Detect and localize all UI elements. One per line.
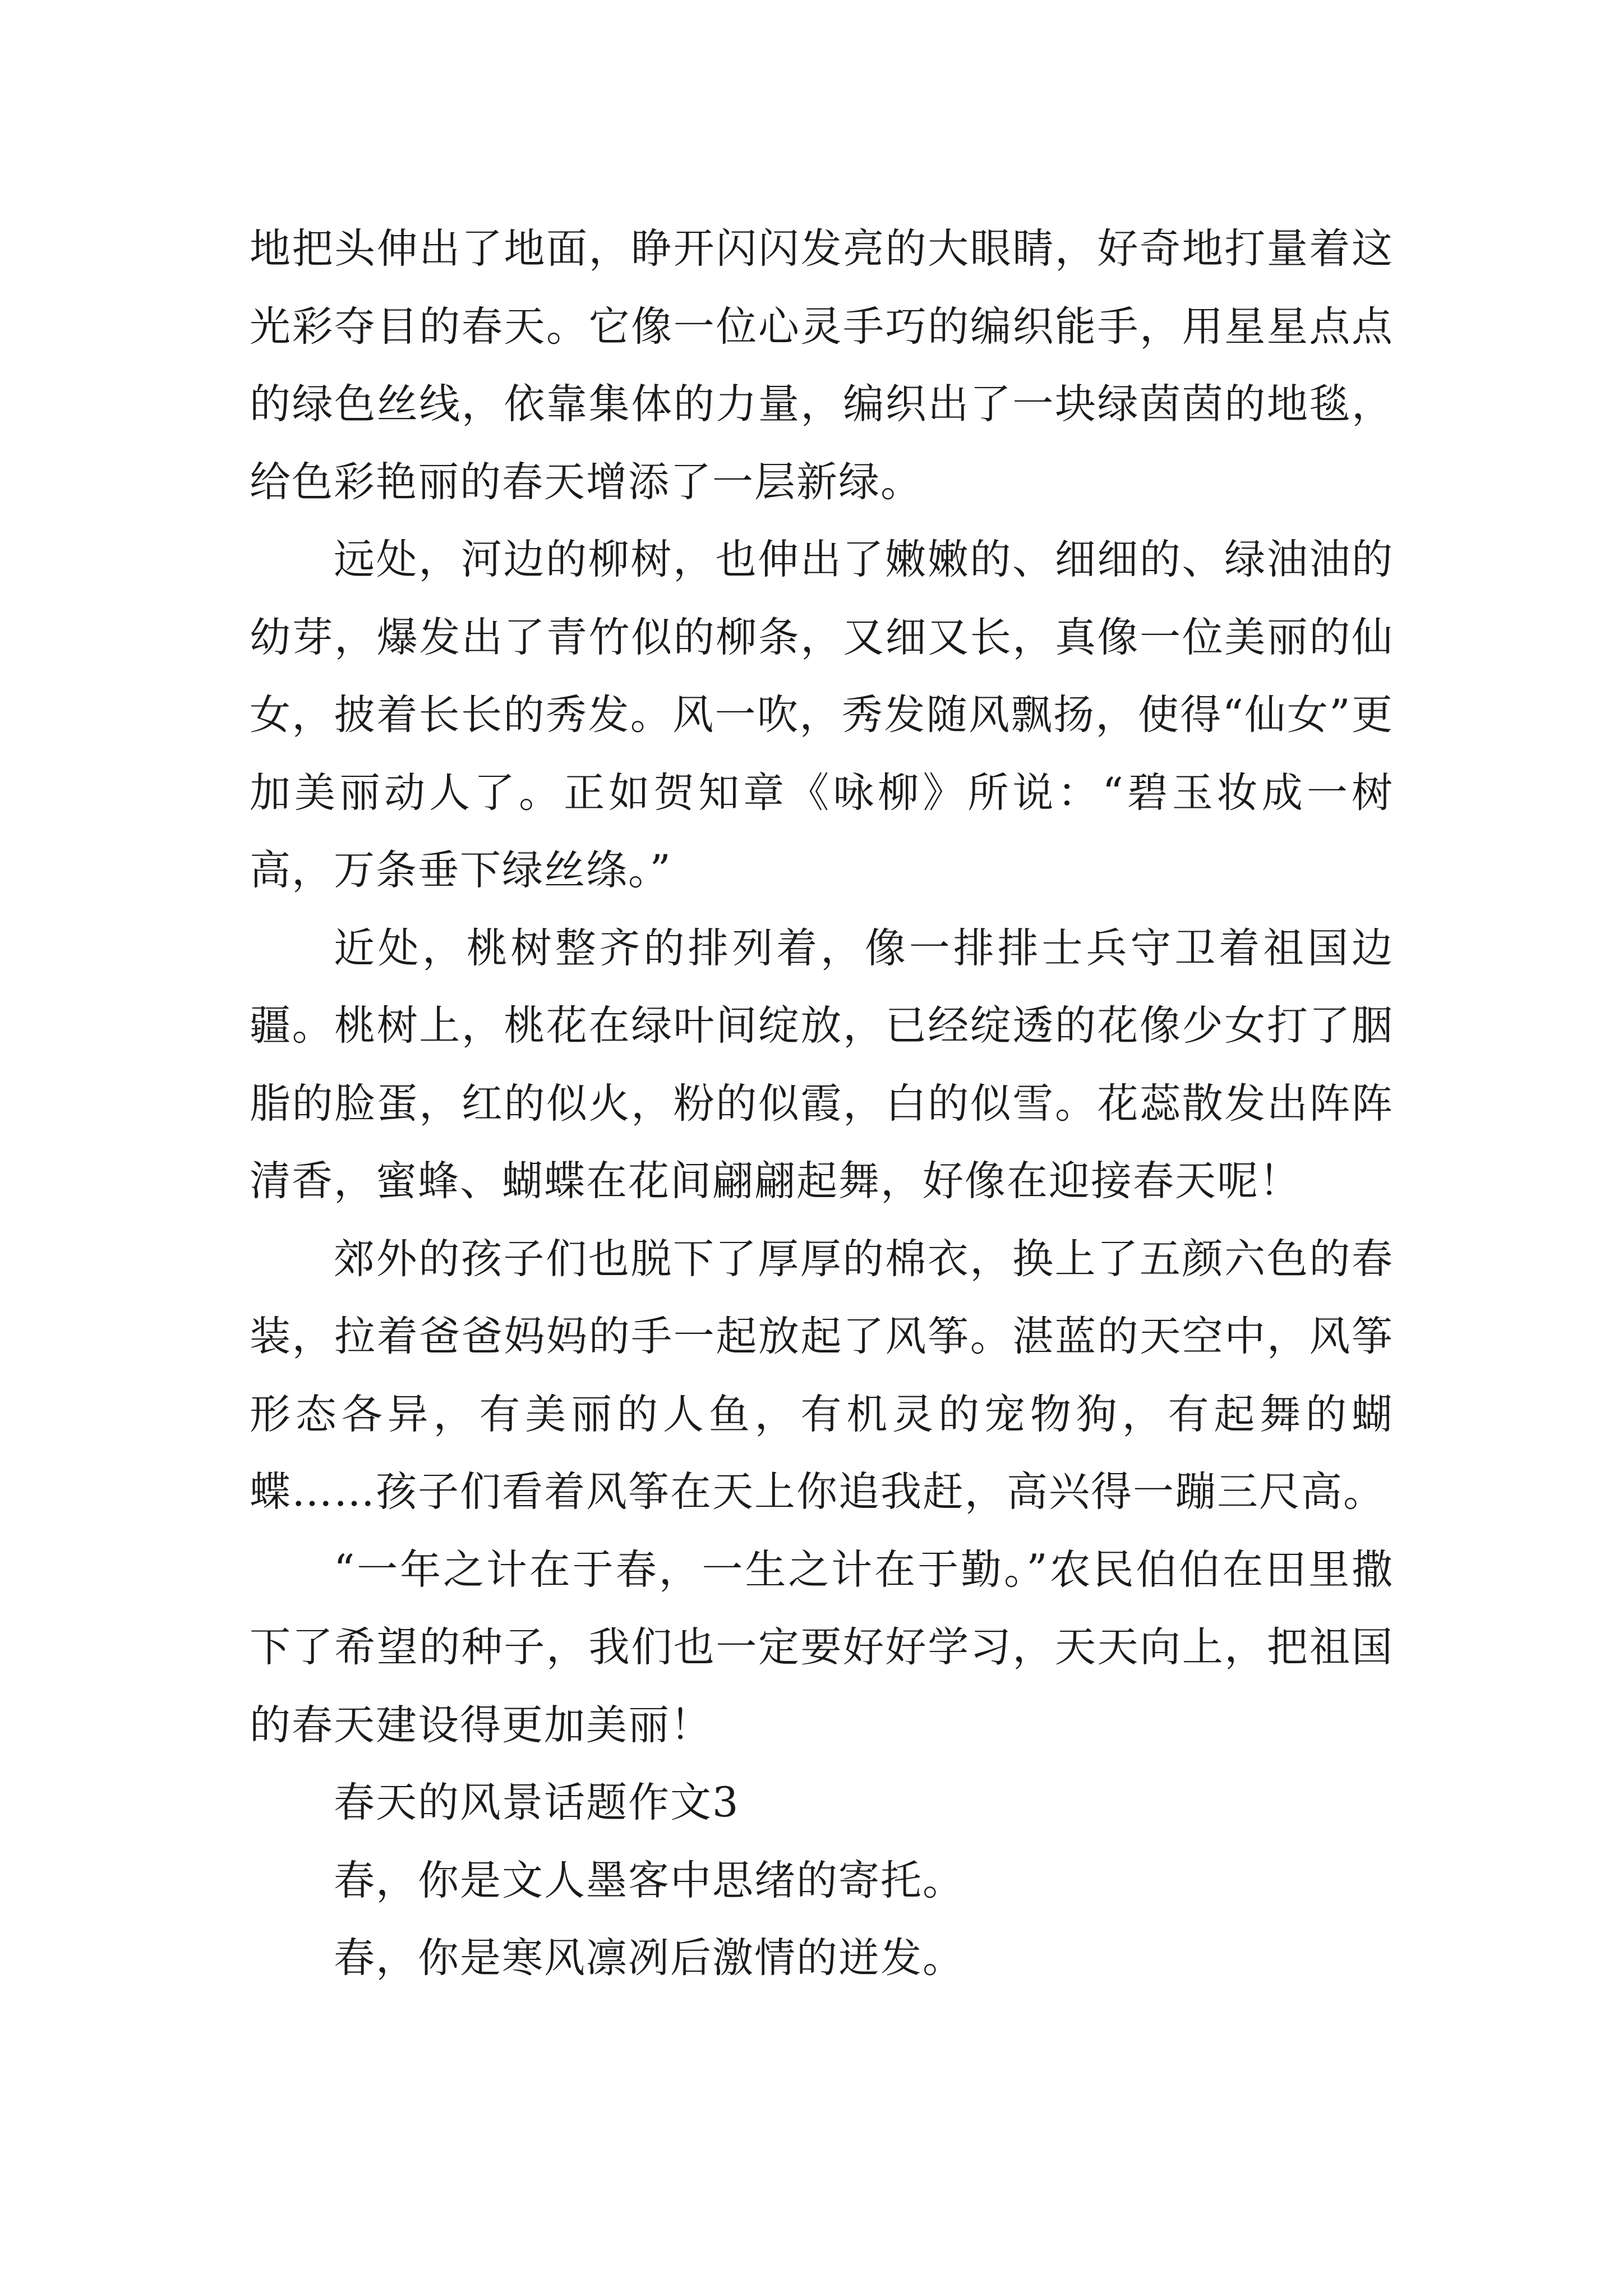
section-title: 春天的风景话题作文3 <box>334 1779 740 1826</box>
paragraph-continued: 地把头伸出了地面，睁开闪闪发亮的大眼睛，好奇地打量着这光彩夺目的春天。它像一位心灵手巧的编织能手，用星星点点的绿色丝线，依靠集体的力量，编织出了一块绿茵茵的地毯，给色彩艳丽的春天增添了一层新绿。 <box>250 225 1394 506</box>
paragraph-peach-trees: 近处，桃树整齐的排列着，像一排排士兵守卫着祖国边疆。桃树上，桃花在绿叶间绽放，已经绽透的花像少女打了胭脂的脸蛋，红的似火，粉的似霞，白的似雪。花蕊散发出阵阵清香，蜜蜂、蝴蝶在花间翩翩起舞，好像在迎接春天呢！ <box>250 924 1394 1205</box>
verse-line-2: 春，你是寒风凛冽后激情的迸发。 <box>334 1934 965 1982</box>
document-body <box>250 210 1394 1998</box>
paragraph-kites: 郊外的孩子们也脱下了厚厚的棉衣，换上了五颜六色的春装，拉着爸爸妈妈的手一起放起了风筝。湛蓝的天空中，风筝形态各异，有美丽的人鱼，有机灵的宠物狗，有起舞的蝴蝶……孩子们看着风筝在天上你追我赶，高兴得一蹦三尺高。 <box>250 1235 1394 1516</box>
verse-line-1: 春，你是文人墨客中思绪的寄托。 <box>334 1856 965 1904</box>
paragraph-willow: 远处，河边的柳树，也伸出了嫩嫩的、细细的、绿油油的幼芽，爆发出了青竹似的柳条，又细又长，真像一位美丽的仙女，披着长长的秀发。风一吹，秀发随风飘扬，使得“仙女”更加美丽动人了。正如贺知章《咏柳》所说：“碧玉妆成一树高，万条垂下绿丝绦。” <box>250 536 1394 894</box>
paragraph-conclusion: “一年之计在于春，一生之计在于勤。”农民伯伯在田里撒下了希望的种子，我们也一定要好好学习，天天向上，把祖国的春天建设得更加美丽！ <box>250 1545 1394 1749</box>
